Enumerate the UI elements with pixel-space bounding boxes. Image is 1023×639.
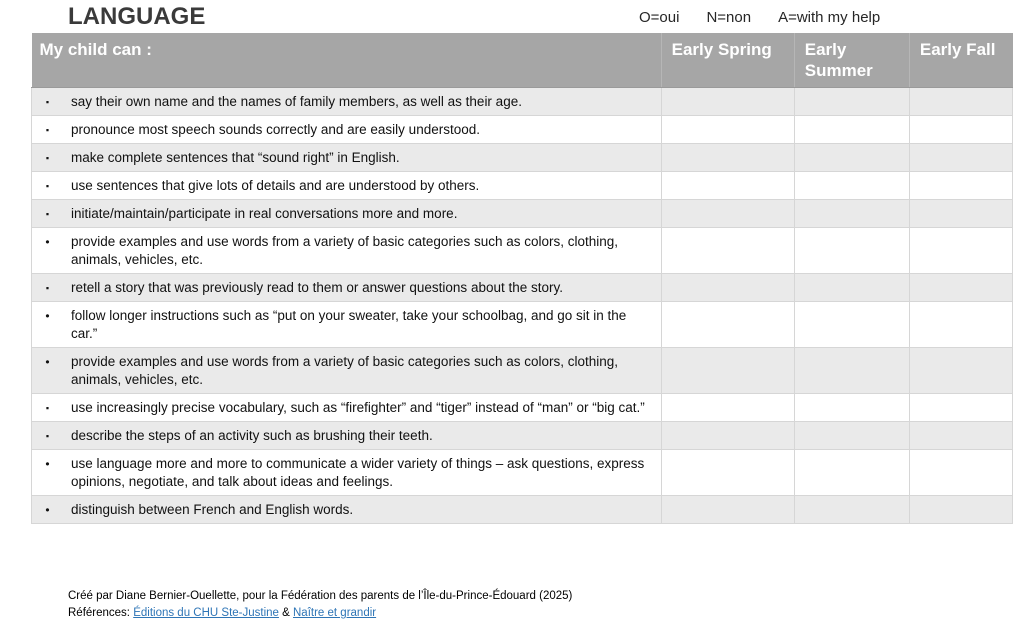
table-row xyxy=(32,422,1013,450)
answer-cell-early-spring[interactable] xyxy=(661,172,794,200)
checklist-rows xyxy=(32,88,1013,524)
answer-cell-early-fall[interactable] xyxy=(909,450,1012,496)
answer-cell-early-fall[interactable] xyxy=(909,88,1012,116)
answer-cell-early-summer[interactable] xyxy=(794,302,909,348)
answer-cell-early-spring[interactable] xyxy=(661,88,794,116)
answer-cell-early-spring[interactable] xyxy=(661,422,794,450)
answer-cell-early-fall[interactable] xyxy=(909,200,1012,228)
skill-text: provide examples and use words from a variety of basic categories such as colors, clothing, animals, vehicles, etc. xyxy=(71,354,619,387)
table-row xyxy=(32,394,1013,422)
column-header-early-spring: Early Spring xyxy=(661,33,794,88)
skill-cell xyxy=(32,394,662,422)
language-checklist-table xyxy=(31,33,1013,524)
table-row xyxy=(32,200,1013,228)
table-row xyxy=(32,116,1013,144)
skill-cell xyxy=(32,496,662,524)
skill-cell xyxy=(32,88,662,116)
answer-cell-early-summer[interactable] xyxy=(794,348,909,394)
answer-cell-early-fall[interactable] xyxy=(909,172,1012,200)
answer-cell-early-summer[interactable] xyxy=(794,394,909,422)
link-editions-chu-ste-justine[interactable]: Éditions du CHU Ste-Justine xyxy=(133,607,279,619)
skill-cell xyxy=(32,348,662,394)
skill-text: pronounce most speech sounds correctly and are easily understood. xyxy=(71,122,480,137)
skill-cell xyxy=(32,302,662,348)
answer-cell-early-spring[interactable] xyxy=(661,200,794,228)
square-bullet-icon: ▪ xyxy=(45,125,50,135)
skill-text: use language more and more to communicate a wider variety of things – ask questions, express opinions, negotiate, and talk about ideas and feelings. xyxy=(71,456,645,489)
round-bullet-icon: • xyxy=(45,355,50,369)
table-row xyxy=(32,88,1013,116)
skill-text: provide examples and use words from a variety of basic categories such as colors, clothing, animals, vehicles, etc. xyxy=(71,234,619,267)
answer-cell-early-summer[interactable] xyxy=(794,228,909,274)
legend-item-help: A=with my help xyxy=(778,9,881,26)
answer-cell-early-fall[interactable] xyxy=(909,496,1012,524)
footer xyxy=(68,588,572,622)
round-bullet-icon: • xyxy=(45,457,50,471)
answer-cell-early-spring[interactable] xyxy=(661,496,794,524)
round-bullet-icon: • xyxy=(45,503,50,517)
skill-text: describe the steps of an activity such as brushing their teeth. xyxy=(71,428,433,443)
legend-item-oui: O=oui xyxy=(639,9,680,26)
answer-cell-early-fall[interactable] xyxy=(909,348,1012,394)
square-bullet-icon: ▪ xyxy=(45,153,50,163)
table-row xyxy=(32,348,1013,394)
answer-cell-early-summer[interactable] xyxy=(794,88,909,116)
legend-item-non: N=non xyxy=(706,9,752,26)
round-bullet-icon: • xyxy=(45,235,50,249)
table-row xyxy=(32,450,1013,496)
answer-cell-early-fall[interactable] xyxy=(909,228,1012,274)
table-row xyxy=(32,496,1013,524)
column-header-my-child-can: My child can : xyxy=(32,33,662,88)
skill-text: use sentences that give lots of details and are understood by others. xyxy=(71,178,480,193)
square-bullet-icon: ▪ xyxy=(45,431,50,441)
skill-cell xyxy=(32,450,662,496)
answer-cell-early-spring[interactable] xyxy=(661,228,794,274)
answer-cell-early-fall[interactable] xyxy=(909,422,1012,450)
header-row xyxy=(32,33,1013,88)
answer-cell-early-spring[interactable] xyxy=(661,450,794,496)
table-row xyxy=(32,302,1013,348)
credit-line: Créé par Diane Bernier-Ouellette, pour la Fédération des parents de l’Île-du-Prince-Édouard (2025) xyxy=(68,590,573,602)
answer-cell-early-spring[interactable] xyxy=(661,302,794,348)
round-bullet-icon: • xyxy=(45,309,50,323)
references-separator: & xyxy=(278,607,293,619)
square-bullet-icon: ▪ xyxy=(45,181,50,191)
column-header-early-summer: Early Summer xyxy=(794,33,909,88)
table-row xyxy=(32,144,1013,172)
skill-text: say their own name and the names of family members, as well as their age. xyxy=(71,94,522,109)
answer-key-legend xyxy=(639,9,880,26)
references-line xyxy=(68,605,572,622)
square-bullet-icon: ▪ xyxy=(45,283,50,293)
skill-cell xyxy=(32,116,662,144)
skill-text: distinguish between French and English words. xyxy=(71,502,354,517)
skill-cell xyxy=(32,422,662,450)
answer-cell-early-fall[interactable] xyxy=(909,144,1012,172)
skill-text: follow longer instructions such as “put on your sweater, take your schoolbag, and go sit in the car.” xyxy=(71,308,627,341)
skill-text: retell a story that was previously read to them or answer questions about the story. xyxy=(71,280,563,295)
skill-cell xyxy=(32,144,662,172)
square-bullet-icon: ▪ xyxy=(45,403,50,413)
page-title: LANGUAGE xyxy=(68,3,206,30)
answer-cell-early-fall[interactable] xyxy=(909,394,1012,422)
answer-cell-early-spring[interactable] xyxy=(661,348,794,394)
skill-cell xyxy=(32,274,662,302)
answer-cell-early-summer[interactable] xyxy=(794,450,909,496)
answer-cell-early-fall[interactable] xyxy=(909,302,1012,348)
table-row xyxy=(32,274,1013,302)
table-row xyxy=(32,228,1013,274)
skill-cell xyxy=(32,172,662,200)
answer-cell-early-summer[interactable] xyxy=(794,200,909,228)
answer-cell-early-summer[interactable] xyxy=(794,422,909,450)
table-row xyxy=(32,172,1013,200)
answer-cell-early-spring[interactable] xyxy=(661,274,794,302)
skill-cell xyxy=(32,228,662,274)
answer-cell-early-summer[interactable] xyxy=(794,496,909,524)
skill-cell xyxy=(32,200,662,228)
skill-text: make complete sentences that “sound right” in English. xyxy=(71,150,400,165)
answer-cell-early-summer[interactable] xyxy=(794,116,909,144)
square-bullet-icon: ▪ xyxy=(45,209,50,219)
answer-cell-early-spring[interactable] xyxy=(661,394,794,422)
skill-text: initiate/maintain/participate in real conversations more and more. xyxy=(71,206,458,221)
answer-cell-early-summer[interactable] xyxy=(794,274,909,302)
answer-cell-early-summer[interactable] xyxy=(794,172,909,200)
link-naitre-et-grandir[interactable]: Naître et grandir xyxy=(293,607,377,619)
references-label: Références: xyxy=(68,607,134,619)
square-bullet-icon: ▪ xyxy=(45,97,50,107)
column-header-early-fall: Early Fall xyxy=(909,33,1012,88)
skill-text: use increasingly precise vocabulary, such as “firefighter” and “tiger” instead of “man” or “big cat.” xyxy=(71,400,645,415)
answer-cell-early-fall[interactable] xyxy=(909,274,1012,302)
answer-cell-early-summer[interactable] xyxy=(794,144,909,172)
answer-cell-early-spring[interactable] xyxy=(661,116,794,144)
answer-cell-early-fall[interactable] xyxy=(909,116,1012,144)
answer-cell-early-spring[interactable] xyxy=(661,144,794,172)
